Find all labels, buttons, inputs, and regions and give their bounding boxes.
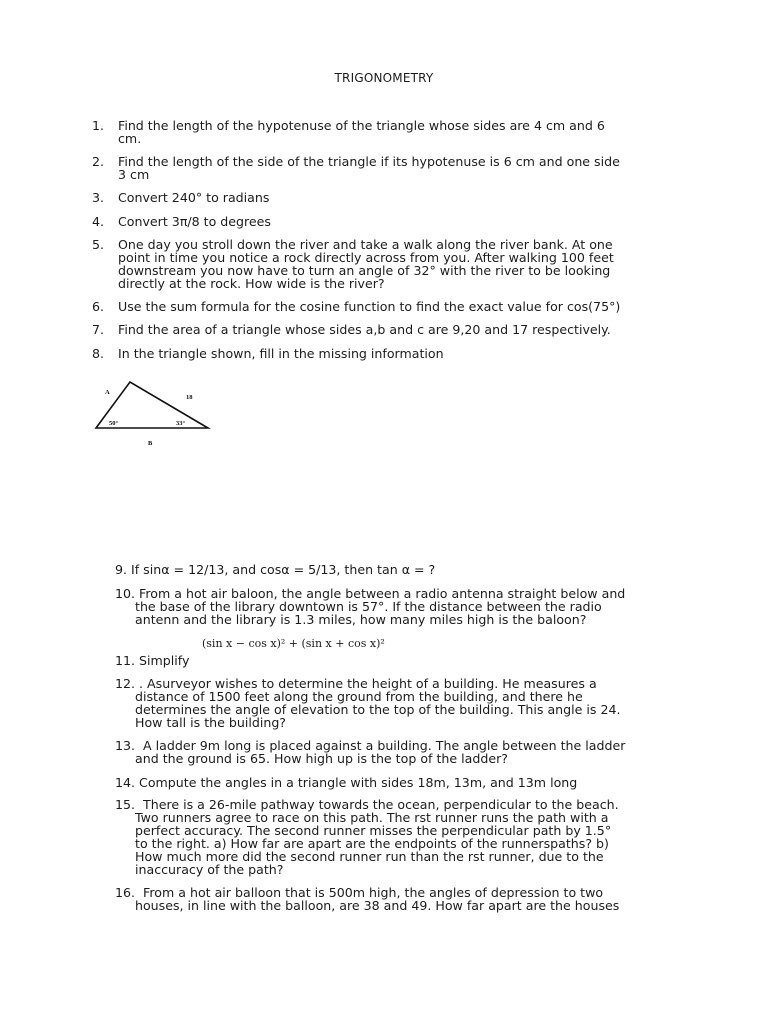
question-text-line: 16. From a hot air balloon that is 500m high, the angles of depression to two: [115, 885, 604, 900]
question-text-line: 9. If sinα = 12/13, and cosα = 5/13, then tan α = ?: [115, 562, 436, 577]
side-length-label: 18: [186, 394, 193, 401]
question-text-line: 14. Compute the angles in a triangle with sides 18m, 13m, and 13m long: [115, 775, 578, 790]
question-text-line: to the right. a) How far are apart are the endpoints of the runnerspaths? b): [135, 836, 609, 851]
question-8: [91, 346, 444, 361]
question-number: 1.: [91, 118, 104, 133]
question-11: [115, 654, 189, 667]
question-text-line: 12. . Asurveyor wishes to determine the height of a building. He measures a: [115, 676, 597, 691]
question-text-line: 11. Simplify: [115, 653, 190, 668]
question-text-line: point in time you notice a rock directly across from you. After walking 100 feet: [118, 250, 614, 265]
question-16: [115, 886, 619, 912]
question-text-line: How much more did the second runner run than the rst runner, due to the: [135, 849, 604, 864]
question-text-line: inaccuracy of the path?: [135, 862, 284, 877]
question-9: [115, 563, 435, 576]
question-13: [115, 739, 625, 765]
question-14: [115, 776, 577, 789]
question-5: [91, 237, 614, 291]
question-text-line: Convert 240° to radians: [118, 190, 270, 205]
question-text-line: One day you stroll down the river and take a walk along the river bank. At one: [118, 237, 613, 252]
question-text-line: Two runners agree to race on this path. The rst runner runs the path with a: [135, 810, 609, 825]
vertex-label-a: A: [105, 389, 110, 396]
angle-label-left: 50°: [109, 420, 119, 427]
question-number: 4.: [91, 214, 104, 229]
question-text-line: Convert 3π/8 to degrees: [118, 214, 271, 229]
question-text-line: How tall is the building?: [135, 715, 286, 730]
question-text-line: houses, in line with the balloon, are 38 and 49. How far apart are the houses: [135, 898, 620, 913]
question-2: [91, 154, 620, 182]
vertex-label-b: B: [148, 440, 153, 447]
question-text-line: and the ground is 65. How high up is the top of the ladder?: [135, 751, 508, 766]
question-text-line: cm.: [118, 131, 142, 146]
question-4: [91, 214, 271, 229]
question-text-line: 10. From a hot air baloon, the angle between a radio antenna straight below and: [115, 586, 626, 601]
question-text-line: perfect accuracy. The second runner misses the perpendicular path by 1.5°: [135, 823, 612, 838]
question-text-line: In the triangle shown, fill in the missing information: [118, 346, 444, 361]
question-text-line: Find the area of a triangle whose sides a,b and c are 9,20 and 17 respectively.: [118, 322, 611, 337]
question-text-line: downstream you now have to turn an angle of 32° with the river to be looking: [118, 263, 611, 278]
question-6: [91, 299, 621, 314]
question-3: [91, 190, 270, 205]
angle-label-right: 33°: [176, 420, 186, 427]
question-text-line: Find the length of the side of the triangle if its hypotenuse is 6 cm and one side: [118, 154, 620, 169]
question-text-line: determines the angle of elevation to the top of the building. This angle is 24.: [135, 702, 621, 717]
question-number: 8.: [91, 346, 104, 361]
question-text-line: antenn and the library is 1.3 miles, how many miles high is the baloon?: [135, 612, 587, 627]
question-text-line: Find the length of the hypotenuse of the triangle whose sides are 4 cm and 6: [118, 118, 605, 133]
question-text-line: 13. A ladder 9m long is placed against a building. The angle between the ladder: [115, 738, 626, 753]
question-text-line: 3 cm: [118, 167, 150, 182]
question-text-line: distance of 1500 feet along the ground from the building, and there he: [135, 689, 583, 704]
simplify-formula: (sin x − cos x)² + (sin x + cos x)²: [202, 637, 385, 650]
question-text-line: directly at the rock. How wide is the river?: [118, 276, 385, 291]
page-title: TRIGONOMETRY: [334, 71, 434, 85]
question-10: [115, 587, 625, 626]
question-number: 7.: [91, 322, 104, 337]
question-text-line: Use the sum formula for the cosine function to find the exact value for cos(75°): [118, 299, 621, 314]
question-7: [91, 322, 611, 337]
question-12: [115, 677, 621, 729]
question-text-line: 15. There is a 26-mile pathway towards the ocean, perpendicular to the beach.: [115, 797, 619, 812]
question-number: 3.: [91, 190, 104, 205]
question-number: 5.: [91, 237, 104, 252]
question-15: [115, 798, 619, 876]
question-text-line: the base of the library downtown is 57°. If the distance between the radio: [135, 599, 602, 614]
question-1: [91, 118, 605, 146]
question-number: 6.: [91, 299, 104, 314]
triangle-figure: [90, 375, 220, 455]
question-number: 2.: [91, 154, 104, 169]
